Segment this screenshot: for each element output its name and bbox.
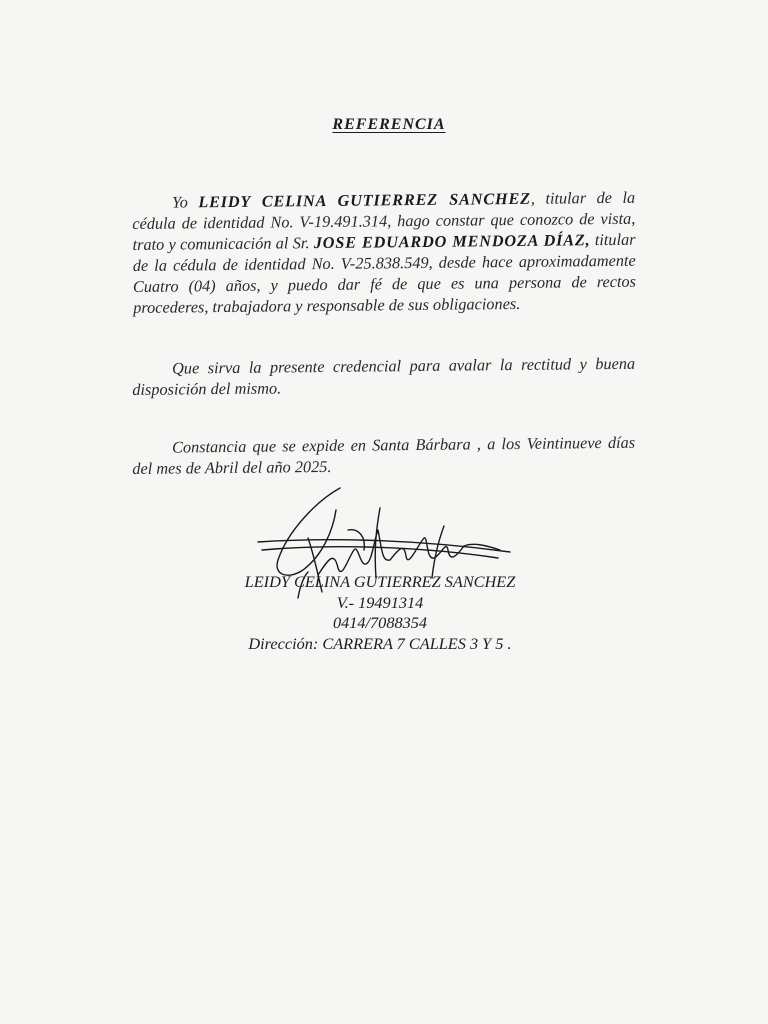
document-title: REFERENCIA bbox=[332, 116, 446, 133]
signer-name: LEIDY CELINA GUTIERREZ SANCHEZ bbox=[244, 572, 516, 591]
issuer-name: LEIDY CELINA GUTIERREZ SANCHEZ bbox=[198, 188, 531, 212]
signer-phone: 0414/7088354 bbox=[332, 613, 428, 632]
paragraph-text: , titular de la cédula de identidad No. V-19.491.314, hago constar que conozco de vista, trato y comunicación al Sr. bbox=[132, 187, 636, 254]
issuance-paragraph bbox=[132, 432, 635, 479]
paragraph-text: Que sirva la presente credencial para avalar la rectitud y buena disposición del mismo. bbox=[132, 353, 636, 399]
paragraph-text: titular de la cédula de identidad No. V-25.838.549, desde hace aproximadamente Cuatro (04) años, y puedo dar fé de que es una persona de rectos procederes, trabajadora y responsable de sus obligaciones. bbox=[132, 229, 637, 317]
signer-id: V.- 19491314 bbox=[336, 592, 424, 612]
paragraph-text: Yo bbox=[172, 192, 199, 212]
credential-paragraph bbox=[132, 353, 635, 400]
subject-name: JOSE EDUARDO MENDOZA DÍAZ, bbox=[313, 230, 591, 253]
signer-address: Dirección: CARRERA 7 CALLES 3 Y 5 . bbox=[248, 633, 512, 653]
signature-block bbox=[200, 572, 560, 654]
paragraph-text: Constancia que se expide en Santa Bárbara , a los Veintinueve días del mes de Abril del año 2025. bbox=[132, 432, 636, 478]
reference-paragraph bbox=[132, 187, 636, 318]
